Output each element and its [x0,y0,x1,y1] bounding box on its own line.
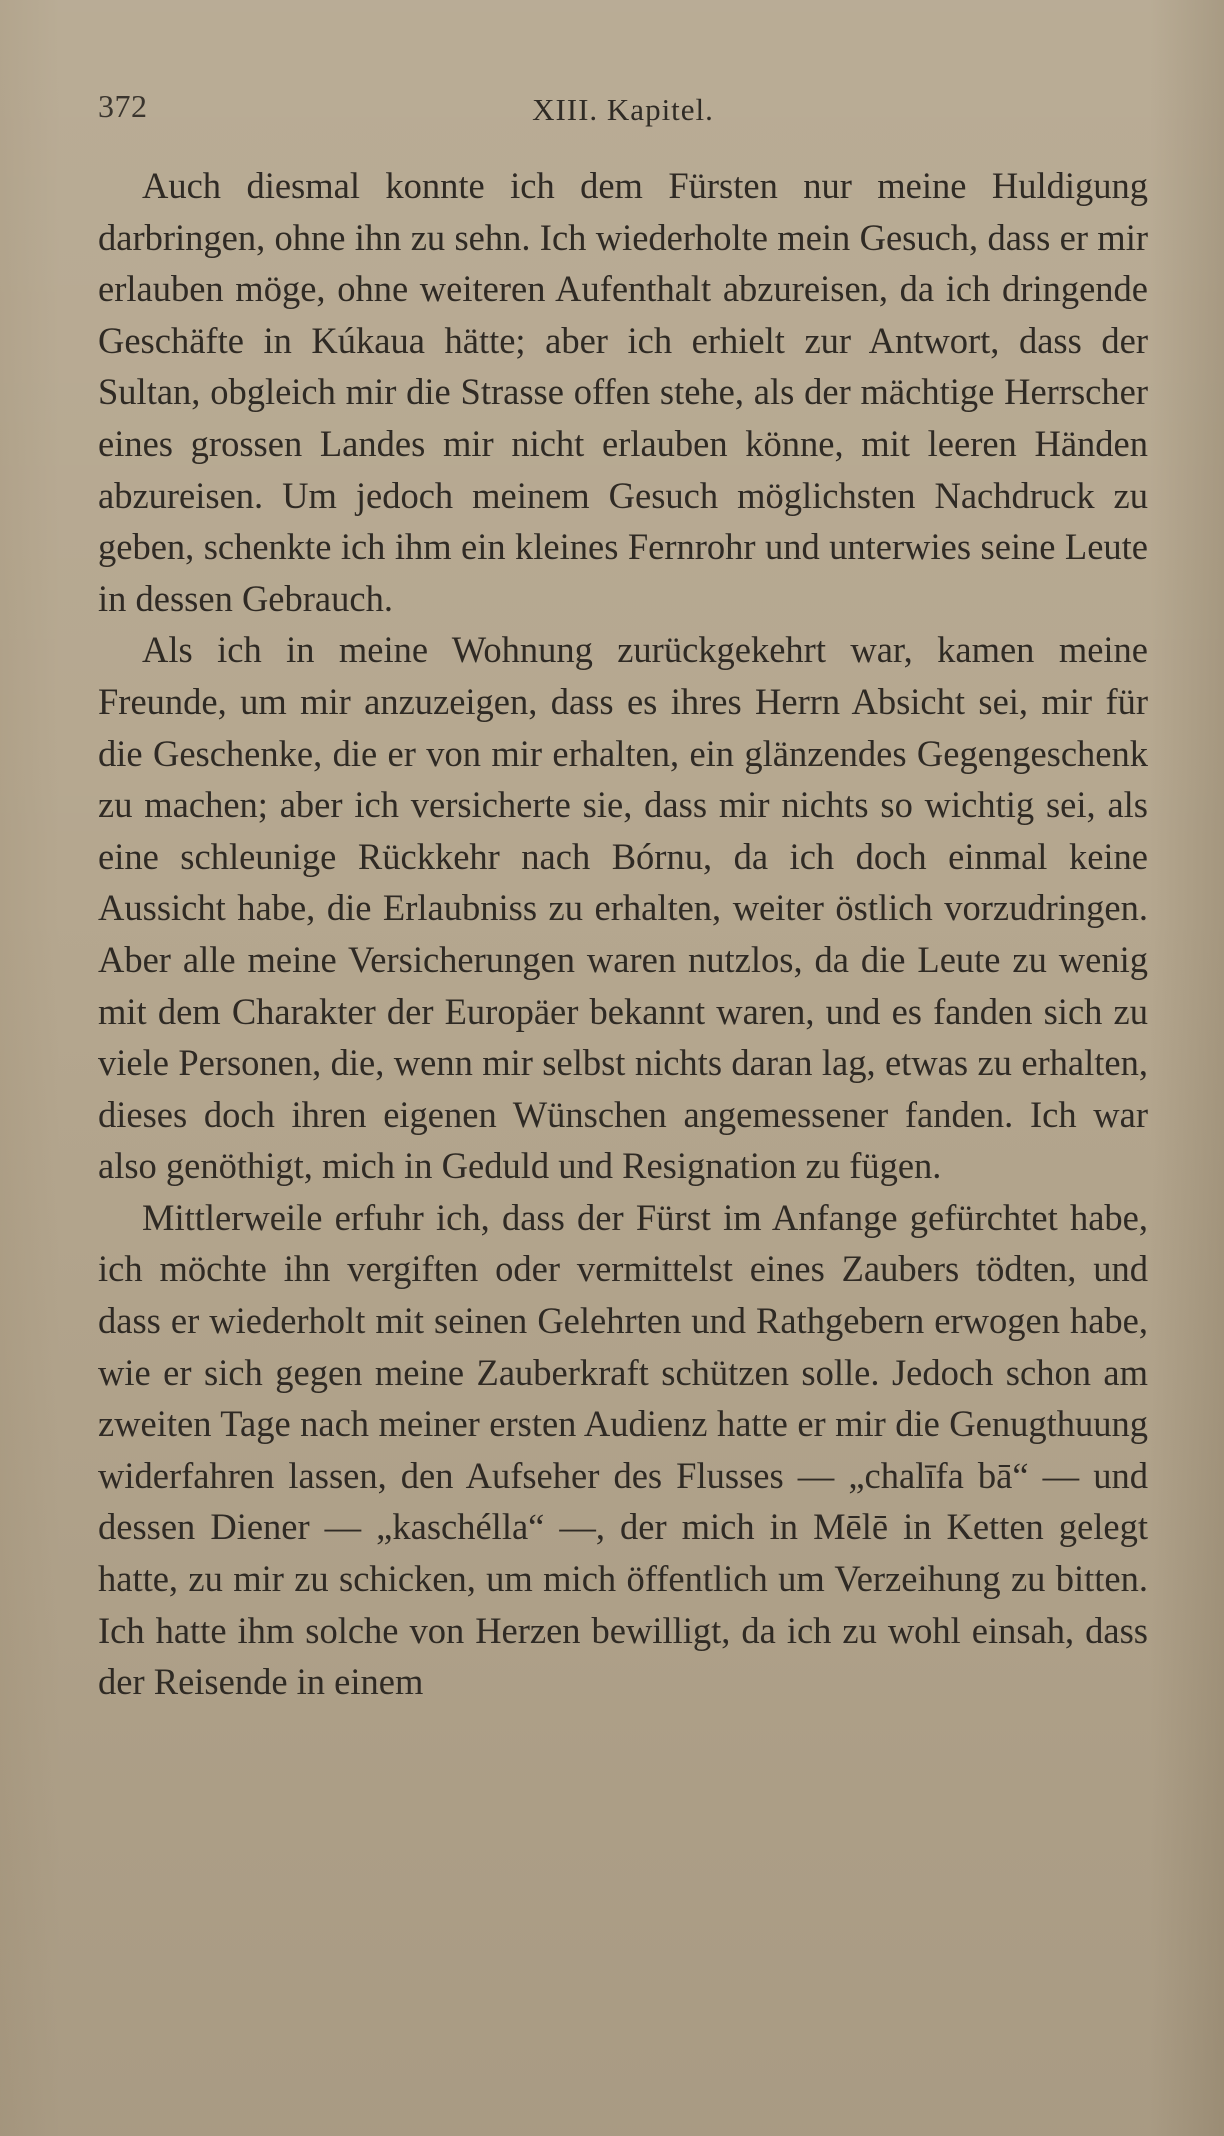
chapter-heading: XIII. Kapitel. [532,92,714,127]
paragraph: Auch diesmal konnte ich dem Fürsten nur meine Huldigung darbringen, ohne ihn zu sehn. Ich wiederholte mein Gesuch, dass er mir erlauben möge, ohne weiteren Aufenthalt abzureisen, da ich dringende Geschäfte in Kúkaua hätte; aber ich erhielt zur Antwort, dass der Sultan, obgleich mir die Strasse offen stehe, als der mächtige Herrscher eines grossen Landes mir nicht erlauben könne, mit leeren Händen abzureisen. Um jedoch meinem Gesuch möglichsten Nachdruck zu geben, schenkte ich ihm ein kleines Fernrohr und unterwies seine Leute in dessen Gebrauch. [98,165,1148,619]
paragraph: Mittlerweile erfuhr ich, dass der Fürst im Anfange gefürchtet habe, ich möchte ihn vergiften oder vermittelst eines Zaubers tödten, und dass er wiederholt mit seinen Gelehrten und Rathgebern erwogen habe, wie er sich gegen meine Zauberkraft schützen solle. Jedoch schon am zweiten Tage nach meiner ersten Audienz hatte er mir die Genugthuung widerfahren lassen, den Aufseher des Flusses — „chalīfa bā“ — und dessen Diener — „kaschélla“ —, der mich in Mēlē in Ketten gelegt hatte, zu mir zu schicken, um mich öffentlich um Verzeihung zu bitten. Ich hatte ihm solche von Herzen bewilligt, da ich zu wohl einsah, dass der Reisende in einem [98,1196,1148,1703]
page-number: 372 [98,88,148,124]
running-head [98,88,1148,138]
paragraph: Als ich in meine Wohnung zurückgekehrt war, kamen meine Freunde, um mir anzuzeigen, dass es ihres Herrn Absicht sei, mir für die Geschenke, die er von mir erhalten, ein glänzendes Gegengeschenk zu machen; aber ich versicherte sie, dass mir nichts so wichtig sei, als eine schleunige Rückkehr nach Bórnu, da ich doch einmal keine Aussicht habe, die Erlaubniss zu erhalten, weiter östlich vorzudringen. Aber alle meine Versicherungen waren nutzlos, da die Leute zu wenig mit dem Charakter der Europäer bekannt waren, und es fanden sich zu viele Personen, die, wenn mir selbst nichts daran lag, etwas zu erhalten, dieses doch ihren eigenen Wünschen angemessener fanden. Ich war also genöthigt, mich in Geduld und Resignation zu fügen. [98,629,1148,1187]
body-text [98,160,1148,1708]
